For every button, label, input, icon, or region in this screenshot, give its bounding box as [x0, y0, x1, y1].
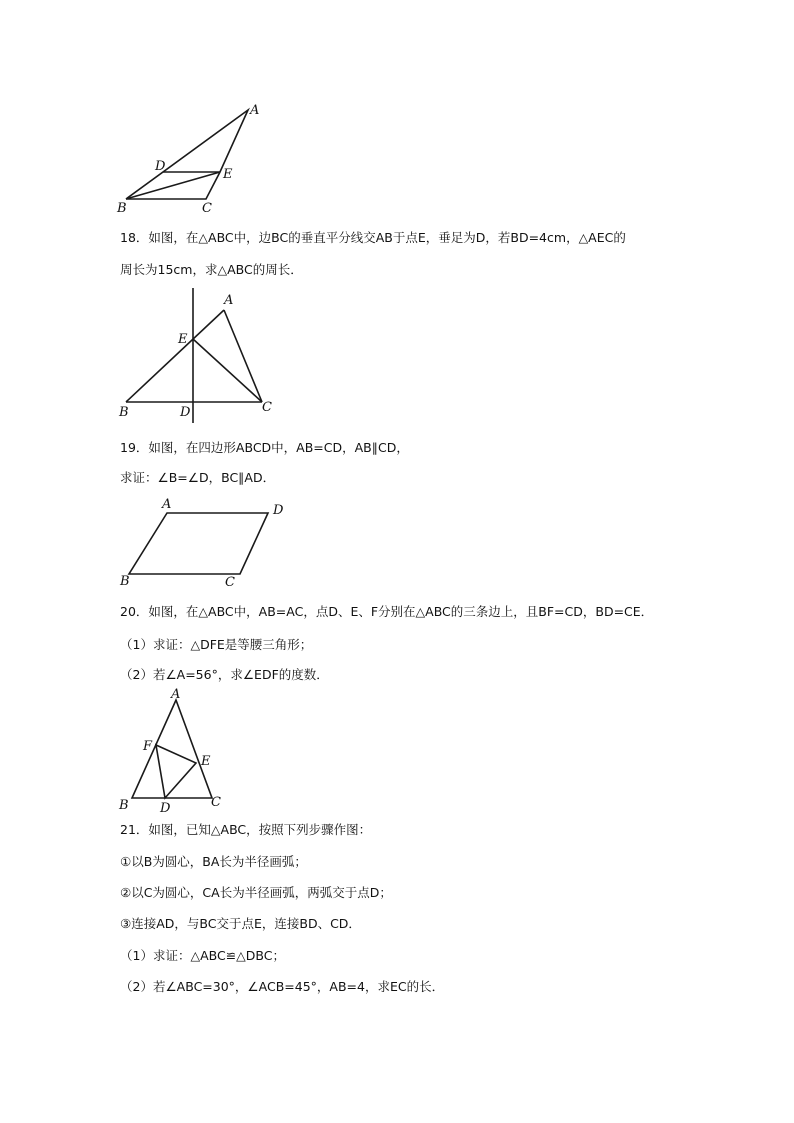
- label-c: C: [202, 201, 212, 216]
- label-c: C: [211, 795, 221, 810]
- q21-step1: ①以B为圆心，BA长为半径画弧；: [120, 854, 307, 869]
- label-a: A: [171, 687, 181, 702]
- q21-part2: （2）若∠ABC=30°，∠ACB=45°，AB=4，求EC的长．: [120, 979, 445, 994]
- parallelogram: [129, 513, 268, 574]
- figure-perpendicular-bisector: [110, 284, 290, 424]
- label-e: E: [178, 332, 188, 347]
- label-d: D: [273, 503, 284, 518]
- label-a: A: [224, 293, 234, 308]
- label-d: D: [180, 405, 191, 420]
- q21-text-line1: 21．如图，已知△ABC，按照下列步骤作图：: [120, 822, 372, 837]
- segment-be: [126, 172, 220, 199]
- label-f: F: [143, 739, 153, 754]
- q20-part2: （2）若∠A=56°，求∠EDF的度数．: [120, 667, 329, 682]
- label-e: E: [223, 167, 233, 182]
- segment-ac: [224, 310, 262, 402]
- label-d: D: [160, 801, 171, 816]
- q21-step2: ②以C为圆心，CA长为半径画弧，两弧交于点D；: [120, 885, 392, 900]
- figure-parallelogram-abcd: [110, 496, 300, 596]
- label-e: E: [201, 754, 211, 769]
- segment-ba: [126, 310, 224, 402]
- q18-text-line1: 18．如图，在△ABC中，边BC的垂直平分线交AB于点E，垂足为D，若BD=4cm，△AEC的: [120, 230, 626, 245]
- label-b: B: [117, 201, 127, 216]
- label-b: B: [119, 405, 129, 420]
- label-a: A: [162, 497, 172, 512]
- label-d: D: [155, 159, 166, 174]
- label-c: C: [225, 575, 235, 590]
- segment-ec: [193, 339, 262, 402]
- triangle-dfe: [156, 745, 196, 798]
- q19-text-line1: 19．如图，在四边形ABCD中，AB=CD，AB∥CD，: [120, 440, 409, 455]
- q21-part1: （1）求证：△ABC≌△DBC；: [120, 948, 285, 963]
- q20-part1: （1）求证：△DFE是等腰三角形；: [120, 637, 313, 652]
- figure-triangle-abc-de-parallel: [110, 98, 280, 218]
- label-a: A: [250, 103, 260, 118]
- label-b: B: [119, 798, 129, 813]
- q19-text-line2: 求证：∠B=∠D，BC∥AD．: [120, 470, 276, 485]
- q20-text-line1: 20．如图，在△ABC中，AB=AC，点D、E、F分别在△ABC的三条边上，且BF=CD，BD=CE．: [120, 604, 654, 619]
- q21-step3: ③连接AD，与BC交于点E，连接BD、CD．: [120, 916, 361, 931]
- figure-outline: [126, 110, 248, 199]
- label-c: C: [262, 400, 272, 415]
- label-b: B: [120, 574, 130, 589]
- figure-isosceles-triangle-def: [110, 684, 240, 814]
- q18-text-line2: 周长为15cm，求△ABC的周长．: [120, 262, 303, 277]
